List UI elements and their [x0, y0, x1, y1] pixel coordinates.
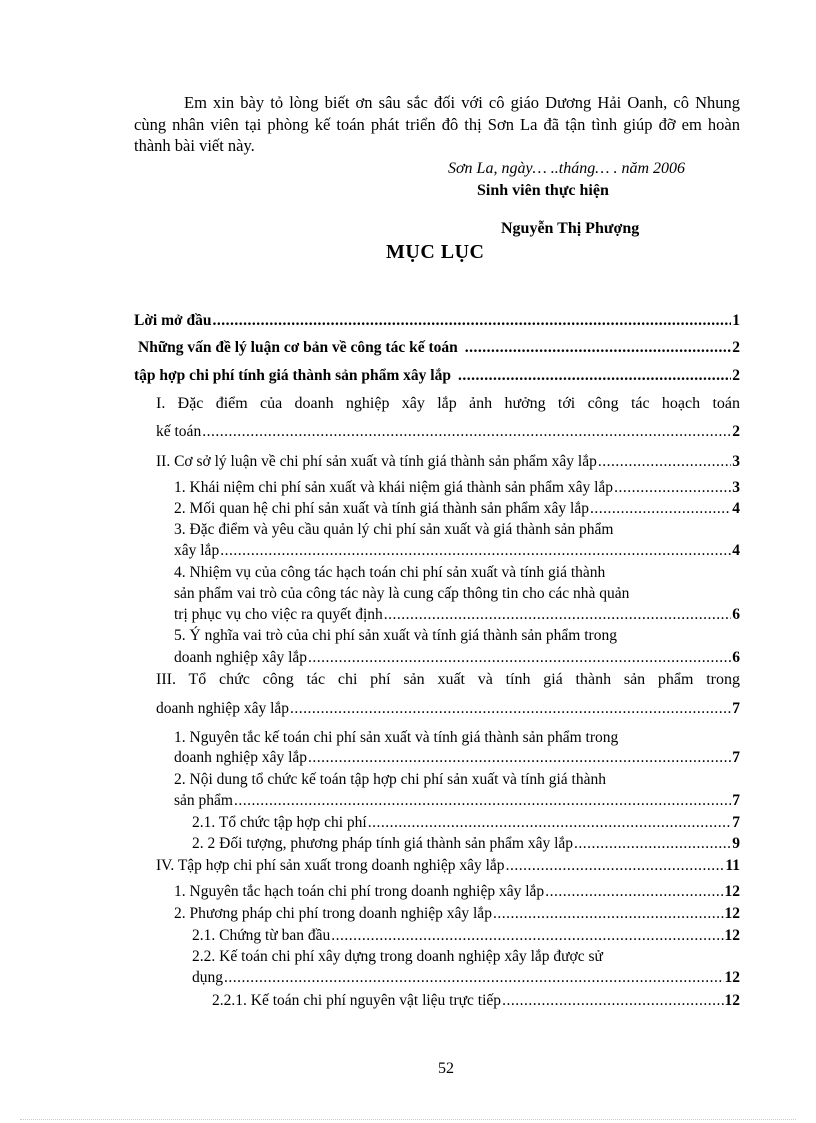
toc-entry — [192, 834, 740, 854]
toc-entry-text: kế toán — [156, 423, 202, 440]
toc-entry-page: 1 — [732, 312, 740, 329]
toc-entry-page: 3 — [732, 453, 740, 470]
toc-entry-text: doanh nghiệp xây lắp — [174, 749, 308, 766]
toc-entry — [138, 338, 740, 358]
toc-entry-page: 2 — [732, 339, 740, 356]
toc-entry-text: 2. 2 Đối tượng, phương pháp tính giá thành sản phẩm xây lắp — [192, 835, 574, 852]
toc-entry-page: 2 — [732, 423, 740, 440]
toc-entry-page: 7 — [732, 749, 740, 766]
toc-entry-text: IV. Tập hợp chi phí sản xuất trong doanh nghiệp xây lắp — [156, 857, 505, 874]
toc-entry-line: III. Tổ chức công tác chi phí sản xuất và tính giá thành sản phẩm trong — [156, 671, 740, 688]
toc-entry-page: 4 — [732, 542, 740, 559]
toc-entry-page: 6 — [732, 606, 740, 623]
toc-entry-page: 2 — [732, 367, 740, 384]
toc-title: MỤC LỤC — [386, 241, 485, 263]
toc-entry — [174, 648, 740, 668]
toc-entry — [174, 541, 740, 561]
toc-entry-text: trị phục vụ cho việc ra quyết định — [174, 606, 383, 623]
toc-entry-text: dụng — [192, 969, 223, 986]
page-number: 52 — [438, 1060, 454, 1077]
toc-entry-page: 4 — [732, 500, 740, 517]
toc-entry-page: 11 — [725, 857, 740, 874]
toc-entry-page: 12 — [724, 969, 740, 986]
toc-entry-page: 12 — [724, 905, 740, 922]
toc-entry-line: 4. Nhiệm vụ của công tác hạch toán chi phí sản xuất và tính giá thành — [174, 564, 606, 581]
toc-entry-page: 12 — [724, 883, 740, 900]
toc-entry-text: sản phẩm — [174, 792, 233, 809]
toc-entry — [192, 926, 740, 946]
toc-entry-page: 12 — [724, 927, 740, 944]
toc-entry — [156, 856, 740, 876]
toc-entry-page: 7 — [732, 700, 740, 717]
signature-name: Nguyễn Thị Phượng — [501, 220, 640, 237]
toc-entry-text: doanh nghiệp xây lắp — [156, 700, 290, 717]
page-bottom-divider — [20, 1119, 796, 1120]
toc-entry-text: II. Cơ sở lý luận về chi phí sản xuất và tính giá thành sản phẩm xây lắp — [156, 453, 597, 470]
toc-entry-page: 6 — [732, 649, 740, 666]
toc-entry-text: 2.1. Tổ chức tập hợp chi phí — [192, 814, 367, 831]
toc-entry — [134, 311, 740, 331]
toc-entry — [212, 991, 740, 1011]
signature-place-date: Sơn La, ngày… ..tháng… . năm 2006 — [448, 160, 685, 177]
toc-entry-line: 3. Đặc điểm và yêu cầu quản lý chi phí sản xuất và giá thành sản phẩm — [174, 521, 614, 538]
toc-entry-page: 3 — [732, 479, 740, 496]
toc-entry-page: 12 — [724, 992, 740, 1009]
toc-entry — [174, 605, 740, 625]
signature-role: Sinh viên thực hiện — [477, 182, 609, 199]
toc-entry-line: 2. Nội dung tổ chức kế toán tập hợp chi phí sản xuất và tính giá thành — [174, 771, 606, 788]
toc-entry-line: I. Đặc điểm của doanh nghiệp xây lắp ảnh hưởng tới công tác hoạch toán — [156, 395, 740, 412]
toc-entry-text: 2.1. Chứng từ ban đầu — [192, 927, 331, 944]
toc-entry — [156, 699, 740, 719]
toc-entry-line: sản phẩm vai trò của công tác này là cung cấp thông tin cho các nhà quản — [174, 585, 630, 602]
toc-entry — [134, 366, 740, 386]
toc-entry-text: 1. Nguyên tắc hạch toán chi phí trong doanh nghiệp xây lắp — [174, 883, 545, 900]
toc-entry — [174, 748, 740, 768]
toc-entry-text: tập hợp chi phí tính giá thành sản phẩm xây lắp — [134, 367, 451, 384]
acknowledgement-paragraph: Em xin bày tỏ lòng biết ơn sâu sắc đối với cô giáo Dương Hải Oanh, cô Nhung cùng nhân viên tại phòng kế toán phát triển đô thị Sơn La đã tận tình giúp đỡ em hoàn thành bài viết này. — [134, 93, 740, 155]
toc-entry — [174, 882, 740, 902]
toc-entry-text: 2.2.1. Kế toán chi phí nguyên vật liệu trực tiếp — [212, 992, 502, 1009]
toc-entry — [192, 968, 740, 988]
toc-entry — [174, 478, 740, 498]
toc-entry — [174, 499, 740, 519]
toc-entry — [192, 813, 740, 833]
toc-entry-page: 7 — [732, 792, 740, 809]
toc-entry — [174, 791, 740, 811]
toc-entry-text: doanh nghiệp xây lắp — [174, 649, 308, 666]
toc-entry-text: Lời mở đầu — [134, 312, 212, 329]
toc-entry-text: 2. Mối quan hệ chi phí sản xuất và tính giá thành sản phẩm xây lắp — [174, 500, 589, 517]
toc-entry-line: 2.2. Kế toán chi phí xây dựng trong doanh nghiệp xây lắp được sử — [192, 948, 603, 965]
toc-entry-line: 1. Nguyên tắc kế toán chi phí sản xuất và tính giá thành sản phẩm trong — [174, 729, 619, 746]
toc-entry-page: 9 — [732, 835, 740, 852]
toc-entry-page: 7 — [732, 814, 740, 831]
toc-entry-text: Những vấn đề lý luận cơ bản về công tác kế toán — [138, 339, 458, 356]
toc-entry-text: 2. Phương pháp chi phí trong doanh nghiệp xây lắp — [174, 905, 492, 922]
toc-entry-text: xây lắp — [174, 542, 220, 559]
toc-entry-text: 1. Khái niệm chi phí sản xuất và khái niệm giá thành sản phẩm xây lắp — [174, 479, 614, 496]
toc-entry — [156, 452, 740, 472]
toc-entry — [174, 904, 740, 924]
toc-entry — [156, 422, 740, 442]
toc-entry-line: 5. Ý nghĩa vai trò của chi phí sản xuất và tính giá thành sản phẩm trong — [174, 627, 617, 644]
